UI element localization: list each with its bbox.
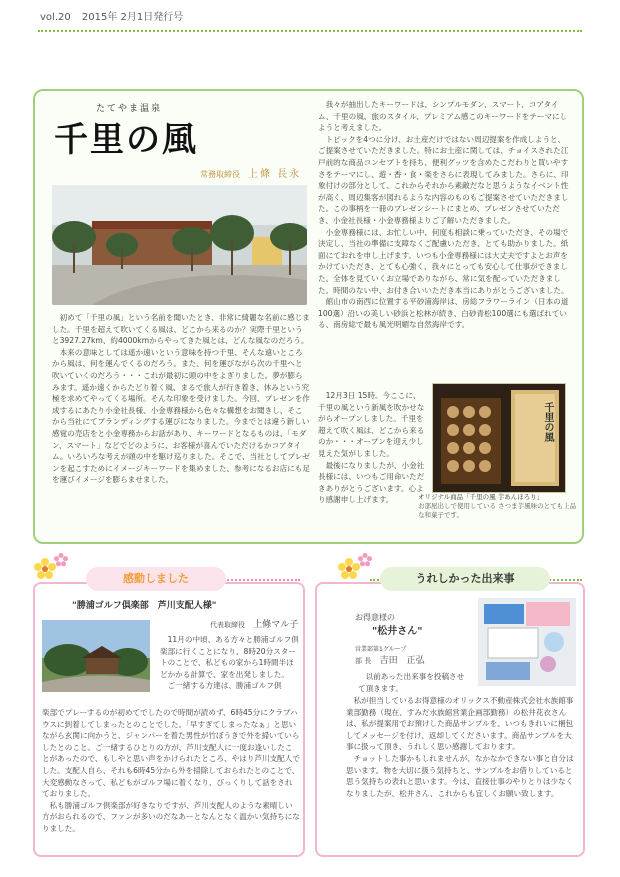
gift-photo — [432, 383, 566, 493]
section-ureshii-paragraph: 私が担当しているお得意様のオリックス不動産株式会社水族館事業部勤務（現在、すみだ水族館営業企画部勤務）の松井花衣さんは、私が提案用でお預けした商品サンプルを、いつもきれいに梱包してメッセージを付け、返却してくださいます。商品サンプルを大事に扱って頂き、うれしく思い感謝しております。 — [346, 696, 574, 752]
section-ureshii-text-wide — [346, 695, 576, 799]
section-ureshii-paragraph: チョットした事かもしれませんが、なかなかできない事と自分は思います。物を大切に扱う気持ちと、サンプルをお借りしていると思う気持ちの表れと思います。今は、直接仕事のやりとりは少なくなりましたが、松井さん、これからも宜しくお願い致します。 — [346, 753, 574, 798]
sample-package-photo — [478, 598, 576, 686]
flower-icon — [54, 553, 68, 567]
gift-label: 千里の風 — [542, 402, 553, 442]
article-paragraph: トピックを4つに分け、お土産だけではない周辺提案を作成しようと、ご提案させていただきました。特にお土産に関しては、チョイスされた江戸前的な商品コンセプトを持ち、便利グッツを含めたこだわりと買いやすさをテーマにし、遊・香・食・楽をさらに表現してみました。さらに、印象付けの部分として、これからそれから素敵だなと思うようなイベント性が高く、周辺集客が図れるような内容のものもご提案させていただきました。この事柄を一冊のプレゼンシートにまとめ、プレゼンさせていただき、小金社長様・小金専務様よりご了解いただきました。 — [318, 134, 569, 225]
resort-photo — [52, 185, 307, 305]
section-kando-subtitle: "勝浦ゴルフ倶楽部 芦川支配人様" — [72, 601, 217, 611]
resort-photo-image — [52, 185, 307, 305]
gift-caption-title: オリジナル商品「千里の風 芋あんほろり」 — [418, 493, 544, 501]
section-ureshii-greet: お得意様の — [355, 613, 395, 622]
article-paragraph: 本来の意味としては遥か遠いという意味を持つ千里、そんな遠いところから風は、何を運んでくるのだろう。また、何を運びながら次の千里へと吹いていくのだろう・・・これが最初に頭の中をよぎりました。夢が膨らみます。遥か遠くからたどり着く風、まるで旅人が行き着き、休みという究極を求めてやってくる場所。そんな印象を受けました。今回、プレゼンを作成するにあたり小金社長様、小金専務様から色々な構想をお聞きし、そこから当社にてブランディングする運びになりました。今までとは違う新しい感覚の売店をと小金専務からお話があり、キーワードとなるものは、「モダン、スマート」などでどのように、お客様が喜んでいただけるかコアタイム。いろいろな考えが頭の中を駆け巡りました。そこで、当社としてプレゼンを起こすためにイメージキーワードを集めました、参考になるお店にも足を運びイメージを膨らませました。 — [52, 347, 310, 485]
article-paragraph: 12月3日 15時。今ここに、千里の風という新風を吹かせながらオープンしました。千里を超えて吹く風は、どこから来るのか・・・オープンを迎え少し見えた気がしました。 — [318, 391, 425, 458]
brand-subtitle: たてやま温泉 — [96, 104, 163, 114]
article-paragraph: 初めて「千里の風」という名前を聞いたとき、非常に綺麗な名前に感じました。千里を超えて吹いてくる風は、どこから来るのか？実際千里というと3927.27km、約4000kmからやってきた風とは、どんな風なのだろう。 — [52, 313, 310, 346]
sample-package-image — [478, 598, 576, 686]
section-ureshii-name: 吉田 正弘 — [379, 656, 425, 666]
section-kando-name: 上條マル子 — [253, 620, 299, 630]
issue-volume: vol.20 — [40, 12, 71, 23]
gift-caption-note: お部屋出しで使用している さつま芋風味のとても上品な和菓子です。 — [418, 502, 577, 519]
section-kando-paragraph: 私も勝浦ゴルフ倶楽部が好きなりですが、芦川支配人のような素晴しい方がおられるので、ファンが多いのだなあーとなんとなく温かい気持ちになりました。 — [42, 800, 300, 833]
section-kando-text-wide — [42, 707, 300, 835]
section-ureshii-customer: "松井さん" — [372, 626, 423, 637]
section-kando-role-text: 代表取締役 — [210, 621, 245, 629]
section-kando-role — [210, 620, 298, 632]
section-kando-paragraph: 11月の中頃、ある方々と勝浦ゴルフ倶楽部に行くことになり、8時20分スタートのことで、私どもの家から1時間半ほどかかる計算で、家を出発しました。 — [160, 635, 299, 679]
flower-icon — [358, 553, 372, 567]
golf-club-photo — [42, 620, 150, 692]
article-paragraph: 我々が抽出したキーワードは、シンプルモダン、スマート、コアタイム、千里の風、旅のスタイル、プレミアム感このキーワードをテーマにしようと考えました。 — [318, 100, 568, 133]
article-paragraph: 小金専務様には、お忙しい中、何度も相談に乗っていただき、その場で決定し、当社の準備に支障なくご配慮いただき、とても助かりました。紙面にておれを申し上げます。いつも小金専務様には大丈夫ですよとお声をかけていただき、とても心強く、我々にとっても安心して仕事ができました。全体を見ていくお立場でありながら、常に気を配っていただきました。時間のない中、お付き合いいただき本当にありがとうございました。 — [318, 227, 569, 295]
section-kando-text-narrow — [160, 634, 300, 692]
article-left-column — [52, 312, 310, 486]
section-ureshii-paragraph: 以前あった出来事を投稿させて頂きます。 — [358, 672, 465, 693]
author-role: 常務取締役 — [200, 170, 240, 179]
section-ureshii-text-narrow — [358, 671, 470, 694]
issue-date: 2015年 2月1日発行号 — [81, 12, 184, 23]
section-kando-paragraph: 楽部でプレーするのが初めてでしたので時間が読めず、6時45分にクラブハウスに到着してしまったとのことでした。「早すぎてしまったなぁ」と思いながら玄関に向かうと、ジャンパーを着た男性が竹ぼうきで外を掃いていらしたとのこと。ご一緒するひとりの方が、芦川支配人に一度お逢いしたことがあったので、もしやと思い声をかけられたところ、やはり芦川支配人でした。支配人自ら、それも6時45分から外を掃除しておられたとのことで、大変感動なさって、私どもがゴルフ場に着くなり、びっくりして話をされておりました。 — [42, 708, 300, 799]
section-ureshii-dept: 営業部第1グループ — [355, 646, 407, 653]
article-paragraph: 最後になりましたが、小金社長様には、いつもご用命いただきありがとうございます。心より感謝申し上げます。 — [318, 460, 425, 505]
issue-header — [40, 8, 191, 28]
flower-icon — [34, 558, 56, 580]
author-name: 上條 長永 — [248, 169, 302, 180]
section-kando-title: 感動しました — [86, 567, 226, 591]
article-right-column — [318, 99, 570, 331]
golf-club-image — [42, 620, 150, 692]
section-ureshii-role: 部 長 — [355, 657, 372, 665]
article-right-narrow — [318, 390, 426, 506]
gift-caption — [418, 493, 578, 520]
article-paragraph: 館山市の南西に位置する平砂浦海岸は、房総フラワーライン（日本の道100選）沿いの美しい砂浜と松林が続き、白砂青松100選にも選ばれている、南房総で最も風光明媚な自然海岸です。 — [318, 297, 569, 330]
brand-logo: 千里の風 — [54, 120, 198, 160]
header-divider — [38, 30, 582, 32]
flower-icon — [338, 558, 360, 580]
section-ureshii-title: うれしかった出来事 — [380, 567, 550, 591]
author-line — [200, 165, 301, 180]
section-kando-paragraph: ご一緒する方達は、勝浦ゴルフ倶 — [167, 681, 282, 691]
section-ureshii-author — [355, 655, 425, 668]
